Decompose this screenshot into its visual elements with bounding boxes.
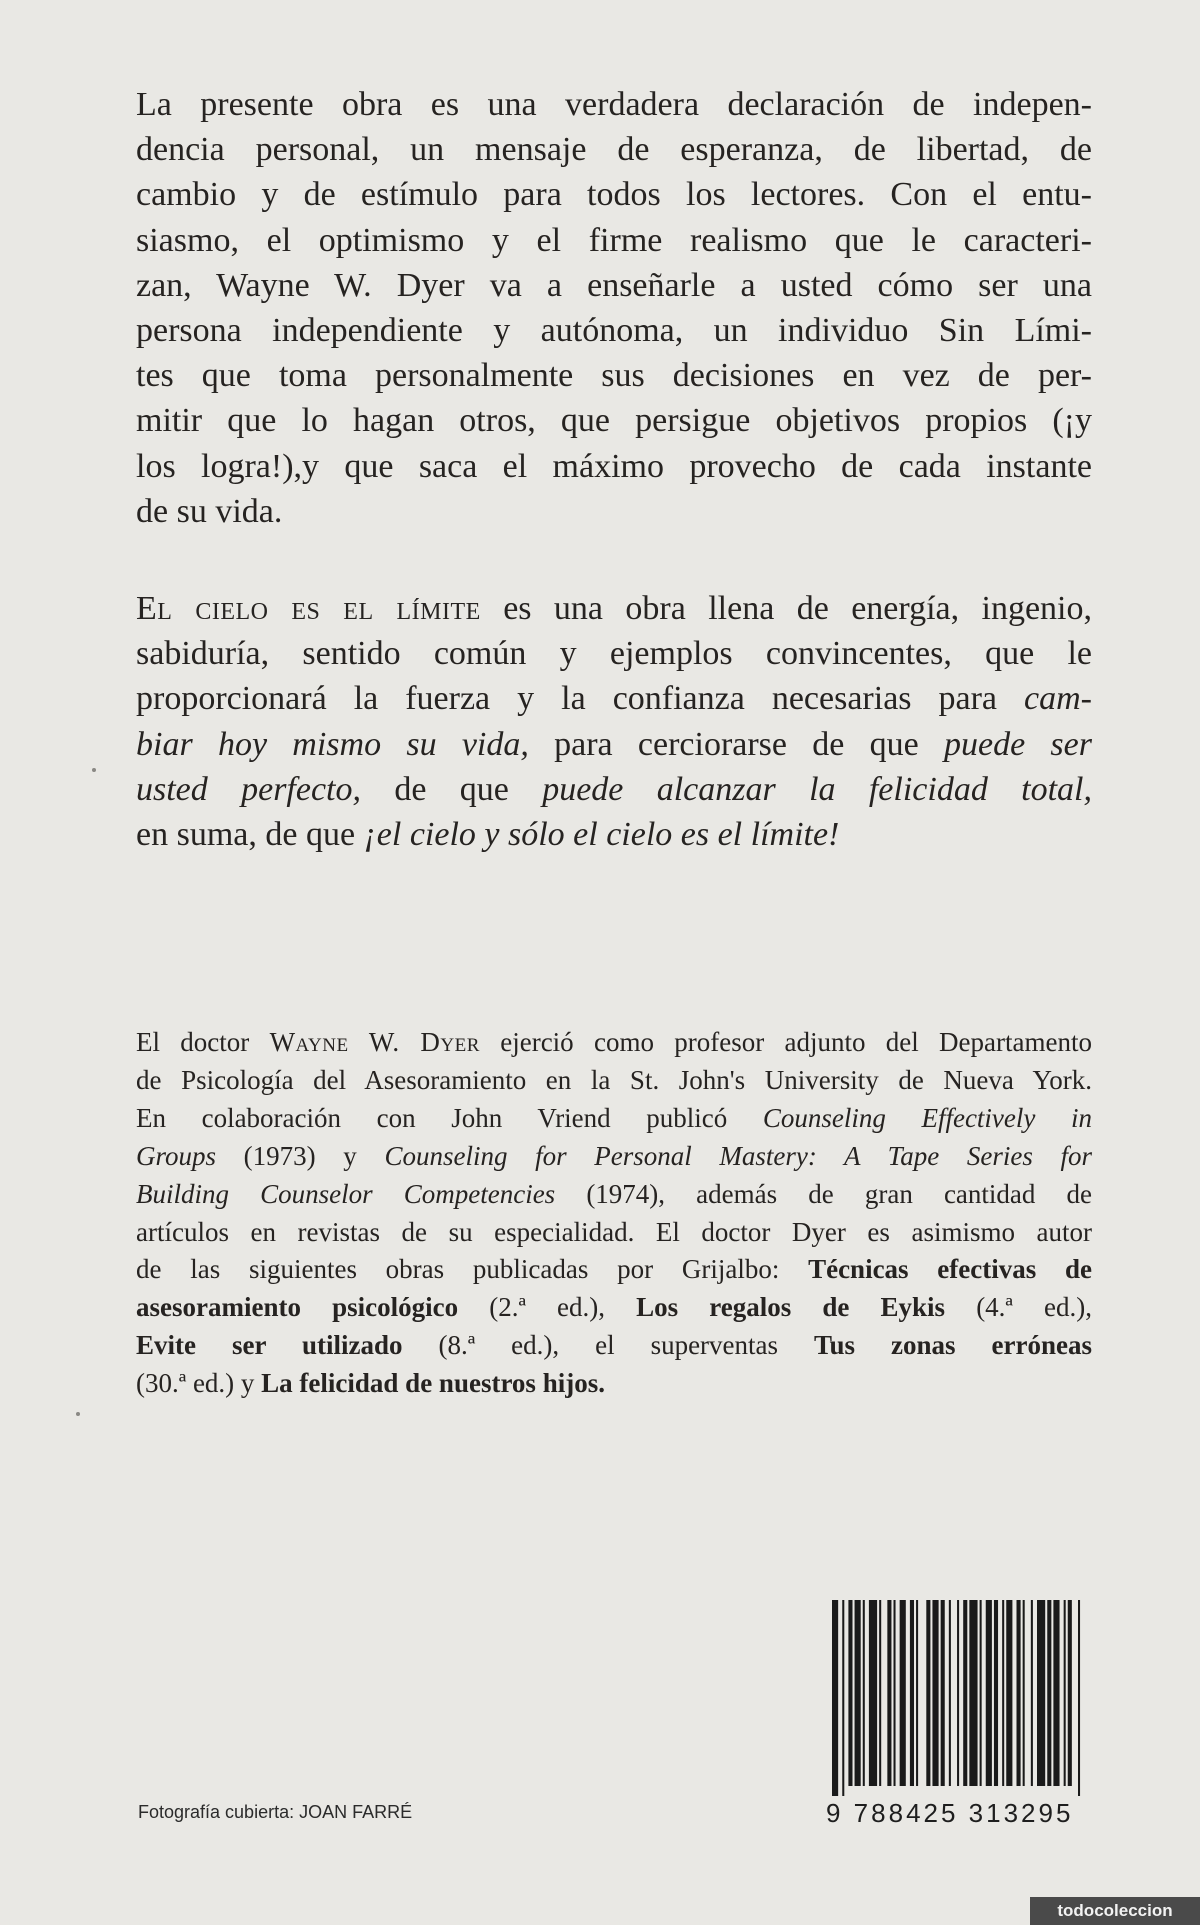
text-run: (2.ª ed.),	[458, 1292, 637, 1323]
barcode-bar	[869, 1600, 877, 1786]
barcode-bar	[848, 1600, 852, 1786]
author-bio	[136, 1024, 1092, 1403]
text-line	[136, 1024, 1092, 1062]
italic-run: Counseling Effectively in	[762, 1102, 1092, 1133]
text-line: de su vida.	[136, 492, 283, 530]
bold-run: Técnicas efectivas de	[808, 1254, 1092, 1285]
text-line: zan, Wayne W. Dyer va a enseñarle a usted cómo ser una	[136, 266, 1092, 304]
barcode-bar	[1037, 1600, 1045, 1786]
barcode-bar	[1064, 1600, 1066, 1786]
barcode-bar	[1078, 1600, 1080, 1796]
italic-run: puede alcanzar la felicidad total,	[542, 770, 1093, 808]
text-line: La presente obra es una verdadera declaración de indepen-	[136, 86, 1092, 123]
isbn-barcode	[826, 1600, 1102, 1828]
text-run: (4.ª ed.),	[945, 1292, 1092, 1323]
barcode-bar	[842, 1600, 844, 1796]
text-line	[136, 1100, 1092, 1138]
text-run: de que	[361, 770, 543, 808]
description-paragraph-2	[136, 586, 1092, 857]
isbn-number: 9 788425 313295	[826, 1798, 1074, 1828]
barcode-bar	[957, 1600, 959, 1786]
barcode-bar	[1023, 1600, 1025, 1786]
paper-speck	[92, 768, 96, 772]
text-line	[136, 1365, 1092, 1403]
text-run: proporcionará la fuerza y la confianza necesarias para	[136, 680, 1025, 718]
barcode-bar	[1006, 1600, 1012, 1786]
italic-run: usted perfecto,	[136, 770, 362, 808]
cover-photo-credit: Fotografía cubierta: JOAN FARRÉ	[138, 1802, 413, 1822]
text-line	[136, 586, 1092, 631]
italic-run: cam-	[1024, 680, 1092, 718]
bold-run: La felicidad de nuestros hijos.	[261, 1368, 605, 1399]
text-line	[136, 812, 1092, 857]
bold-run: Tus zonas erróneas	[814, 1330, 1093, 1361]
text-line: siasmo, el optimismo y el firme realismo que le caracteri-	[136, 221, 1092, 259]
text-line	[136, 1289, 1092, 1327]
barcode-bar	[855, 1600, 861, 1786]
text-run: (1973) y	[216, 1140, 385, 1171]
barcode-bar	[863, 1600, 865, 1786]
barcode-bar	[994, 1600, 998, 1786]
text-line	[136, 1327, 1092, 1365]
barcode-bar	[900, 1600, 906, 1786]
barcode-bar	[832, 1600, 838, 1796]
text-run: (30.ª ed.) y	[136, 1368, 262, 1399]
bold-run: Los regalos de Eykis	[636, 1292, 946, 1323]
barcode-bar	[980, 1600, 982, 1786]
book-title-small-caps: El cielo es el límite	[136, 590, 481, 627]
text-run: de las siguientes obras publicadas por Grijalbo:	[136, 1254, 809, 1285]
text-line: tes que toma personalmente sus decisiones en vez de per-	[136, 357, 1092, 395]
barcode-bars	[826, 1600, 1102, 1796]
text-line	[136, 1176, 1092, 1214]
text-run: es una obra llena de energía, ingenio,	[480, 590, 1092, 627]
text-line: los logra!),y que saca el máximo provecho de cada instante	[136, 447, 1092, 485]
barcode-bar	[1017, 1600, 1021, 1786]
barcode-bar	[1002, 1600, 1004, 1786]
barcode-bar	[1068, 1600, 1072, 1786]
barcode-bar	[887, 1600, 891, 1786]
text-run: (1974), además de gran cantidad de	[555, 1178, 1092, 1209]
bold-run: Evite ser utilizado	[136, 1330, 403, 1361]
text-line	[136, 1251, 1092, 1289]
barcode-bar	[879, 1600, 881, 1786]
text-run: en suma, de que	[136, 816, 364, 854]
italic-run: biar hoy mismo su vida,	[136, 725, 529, 763]
text-line: artículos en revistas de su especialidad. El doctor Dyer es asimismo autor	[136, 1216, 1092, 1247]
text-line: dencia personal, un mensaje de esperanza, de libertad, de	[136, 131, 1092, 169]
barcode-bar	[926, 1600, 930, 1786]
barcode-bar	[949, 1600, 951, 1786]
italic-run: Building Counselor Competencies	[136, 1178, 556, 1209]
text-run: ejerció como profesor adjunto del Departamento	[479, 1027, 1092, 1057]
barcode-bar	[910, 1600, 914, 1786]
barcode-bar	[941, 1600, 945, 1786]
site-watermark: todocoleccion	[1030, 1897, 1200, 1925]
paper-speck	[76, 1412, 80, 1416]
italic-run: ¡el cielo y sólo el cielo es el límite!	[363, 816, 840, 854]
text-run: En colaboración con John Vriend publicó	[136, 1102, 763, 1133]
text-line	[136, 1138, 1092, 1176]
text-line: persona independiente y autónoma, un individuo Sin Lími-	[136, 312, 1092, 350]
text-line	[136, 722, 1092, 767]
barcode-bar	[932, 1600, 938, 1786]
text-line: sabiduría, sentido común y ejemplos convincentes, que le	[136, 635, 1092, 673]
italic-run: Counseling for Personal Mastery: A Tape Series for	[384, 1140, 1092, 1171]
barcode-bar	[963, 1600, 967, 1786]
italic-run: Groups	[136, 1140, 217, 1171]
text-run: para cerciorarse de que	[528, 725, 944, 763]
text-line: de Psicología del Asesoramiento en la St. John's University de Nueva York.	[136, 1064, 1092, 1095]
bold-run: asesoramiento psicológico	[136, 1292, 459, 1323]
barcode-bar	[1047, 1600, 1051, 1786]
text-line: mitir que lo hagan otros, que persigue objetivos propios (¡y	[136, 402, 1092, 440]
barcode-bar	[969, 1600, 977, 1786]
description-paragraph-1	[136, 82, 1092, 534]
barcode-bar	[1053, 1600, 1059, 1786]
text-run: El doctor	[136, 1027, 270, 1057]
author-name-small-caps: Wayne W. Dyer	[269, 1027, 480, 1057]
text-line	[136, 767, 1092, 812]
text-line	[136, 676, 1092, 721]
text-run: (8.ª ed.), el superventas	[402, 1330, 815, 1361]
barcode-bar	[1031, 1600, 1033, 1786]
text-line: cambio y de estímulo para todos los lectores. Con el entu-	[136, 176, 1092, 214]
italic-run: puede ser	[943, 725, 1092, 763]
barcode-bar	[986, 1600, 992, 1786]
barcode-bar	[894, 1600, 896, 1786]
barcode-bar	[916, 1600, 918, 1786]
